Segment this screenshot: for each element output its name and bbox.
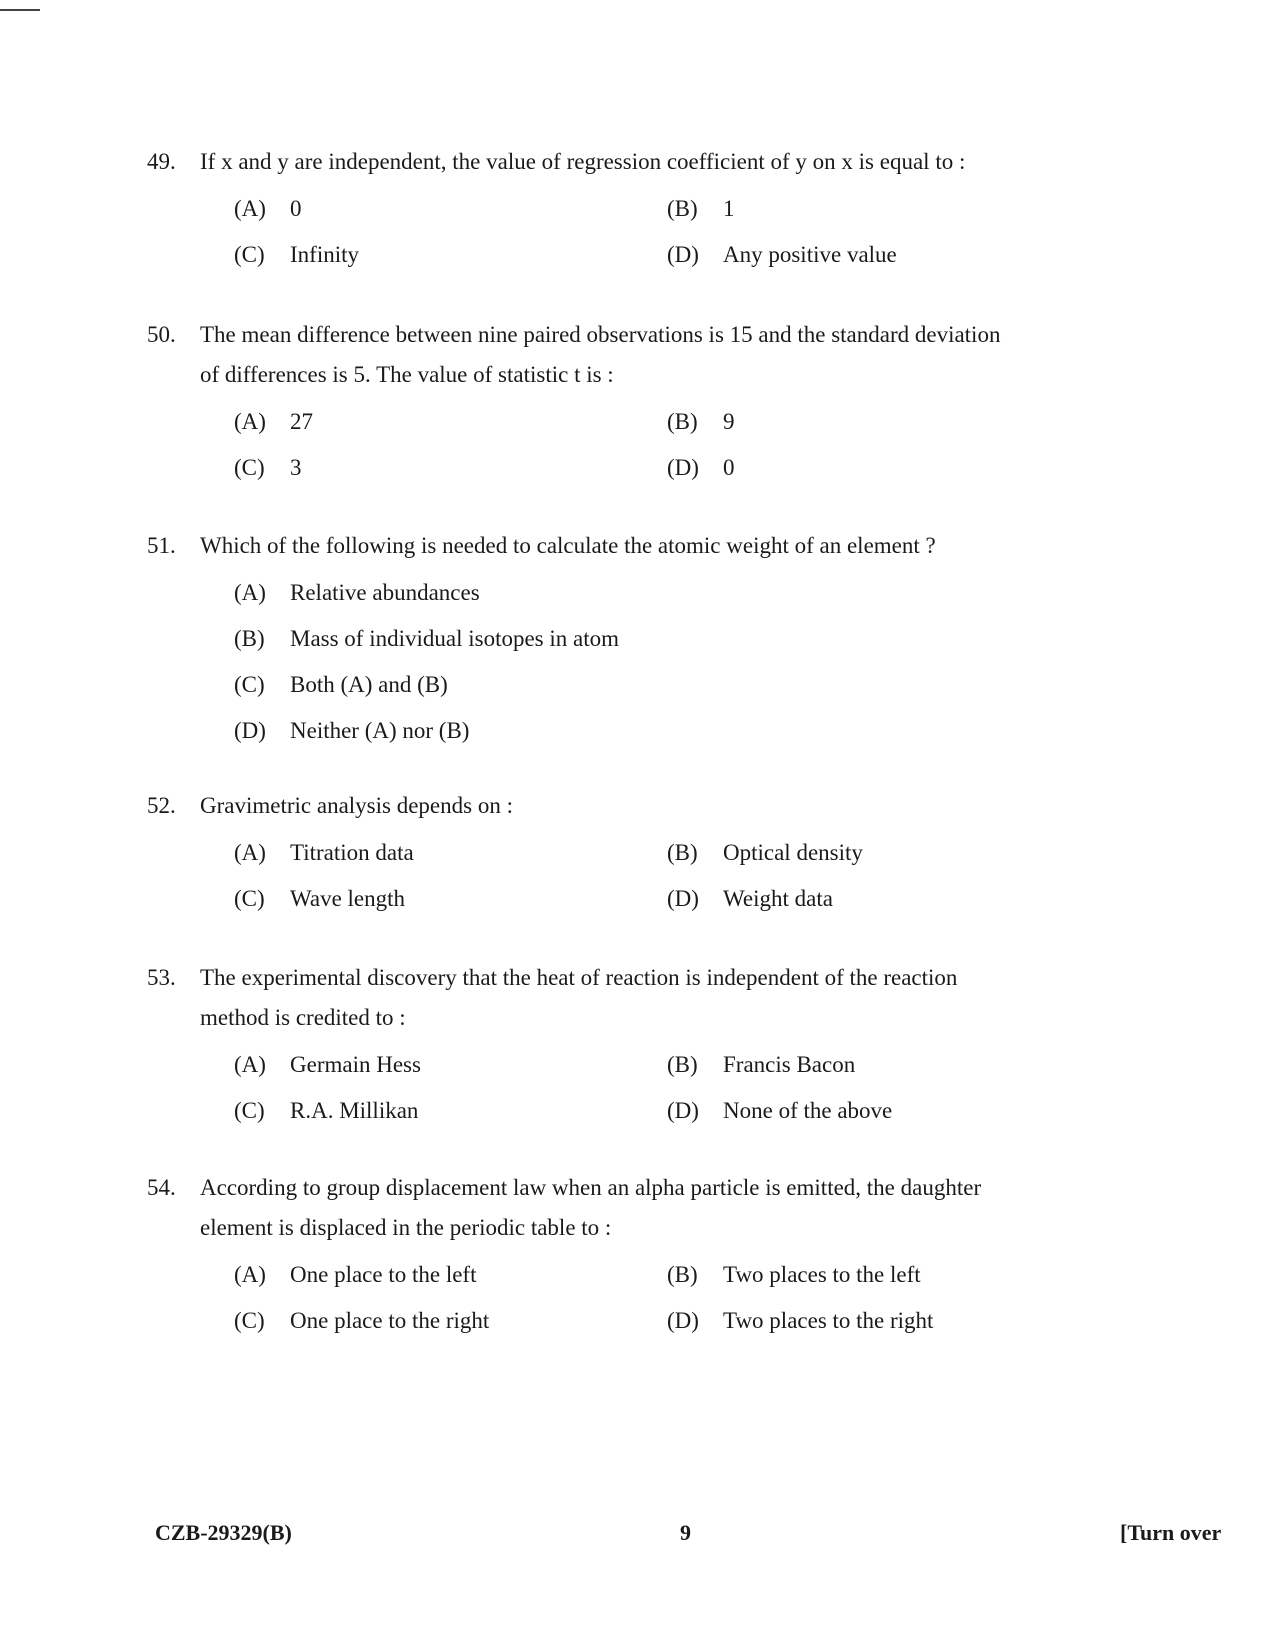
option-label: (D) (667, 886, 699, 911)
question-text-continued: method is credited to : (200, 1005, 406, 1030)
question-number: 51. (147, 533, 176, 558)
question-text: If x and y are independent, the value of regression coefficient of y on x is equal to : (200, 149, 966, 174)
page-number: 9 (680, 1520, 691, 1545)
question-49 (147, 142, 1147, 278)
option-text: R.A. Millikan (290, 1098, 419, 1123)
question-number: 54. (147, 1175, 176, 1200)
option-label: (D) (667, 1098, 699, 1123)
option-text: 0 (290, 196, 302, 221)
option-label: (B) (667, 1262, 698, 1287)
question-number: 52. (147, 793, 176, 818)
option-text: Weight data (723, 886, 833, 911)
option-label: (D) (667, 242, 699, 267)
option-label: (B) (667, 1052, 698, 1077)
option-label: (C) (234, 886, 265, 911)
question-number: 53. (147, 965, 176, 990)
option-label: (C) (234, 1308, 265, 1333)
option-label: (D) (667, 1308, 699, 1333)
option-text: Germain Hess (290, 1052, 421, 1077)
option-label: (A) (234, 840, 266, 865)
paper-code: CZB-29329(B) (155, 1520, 292, 1545)
option-text: 1 (723, 196, 735, 221)
option-text: Two places to the right (723, 1308, 934, 1333)
option-text: One place to the right (290, 1308, 490, 1333)
question-50 (147, 315, 1147, 491)
question-text-continued: of differences is 5. The value of statistic t is : (200, 362, 614, 387)
question-text: According to group displacement law when an alpha particle is emitted, the daughter (200, 1175, 982, 1200)
option-label: (B) (667, 196, 698, 221)
option-label: (C) (234, 1098, 265, 1123)
question-54 (147, 1168, 1147, 1344)
option-text: Francis Bacon (723, 1052, 856, 1077)
question-text-continued: element is displaced in the periodic table to : (200, 1215, 612, 1240)
question-52 (147, 786, 1147, 922)
option-label: (C) (234, 672, 265, 697)
question-text: Which of the following is needed to calculate the atomic weight of an element ? (200, 533, 936, 558)
option-text: None of the above (723, 1098, 893, 1123)
option-text: 0 (723, 455, 735, 480)
option-label: (B) (667, 409, 698, 434)
question-text: The experimental discovery that the heat of reaction is independent of the reaction (200, 965, 958, 990)
option-text: Infinity (290, 242, 359, 267)
question-number: 49. (147, 149, 176, 174)
option-label: (A) (234, 1262, 266, 1287)
option-text: 9 (723, 409, 735, 434)
option-text: Relative abundances (290, 580, 480, 605)
option-label: (A) (234, 1052, 266, 1077)
option-label: (A) (234, 196, 266, 221)
option-label: (B) (234, 626, 265, 651)
question-51 (147, 526, 1147, 754)
option-label: (C) (234, 455, 265, 480)
question-text: The mean difference between nine paired observations is 15 and the standard deviation (200, 322, 1001, 347)
option-text: Neither (A) nor (B) (290, 718, 470, 743)
option-text: One place to the left (290, 1262, 477, 1287)
option-text: Two places to the left (723, 1262, 921, 1287)
question-number: 50. (147, 322, 176, 347)
turn-over-note: [Turn over (1120, 1520, 1222, 1545)
option-label: (B) (667, 840, 698, 865)
option-text: 3 (290, 455, 302, 480)
option-label: (D) (667, 455, 699, 480)
option-label: (A) (234, 409, 266, 434)
option-text: Any positive value (723, 242, 897, 267)
question-53 (147, 958, 1147, 1134)
option-text: Both (A) and (B) (290, 672, 448, 697)
page-corner-mark (0, 9, 40, 11)
question-text: Gravimetric analysis depends on : (200, 793, 513, 818)
option-text: 27 (290, 409, 313, 434)
option-text: Titration data (290, 840, 414, 865)
option-text: Wave length (290, 886, 406, 911)
option-text: Optical density (723, 840, 863, 865)
option-text: Mass of individual isotopes in atom (290, 626, 620, 651)
option-label: (D) (234, 718, 266, 743)
option-label: (C) (234, 242, 265, 267)
option-label: (A) (234, 580, 266, 605)
